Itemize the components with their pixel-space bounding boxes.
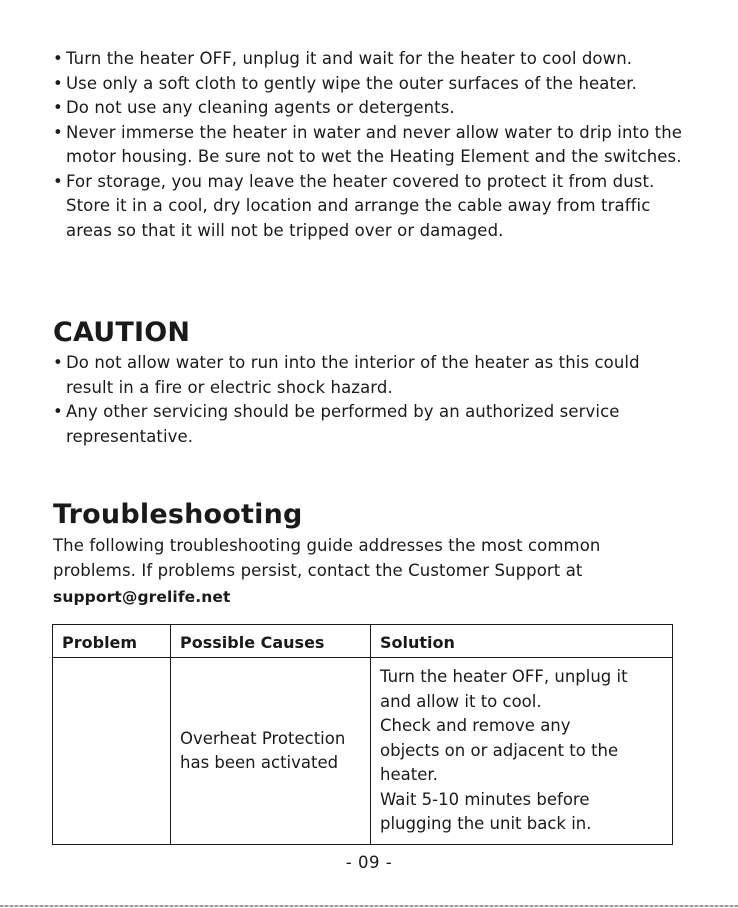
solution-line: and allow it to cool.: [380, 691, 542, 711]
table-row: [53, 658, 673, 845]
caution-bullet-1: • Do not allow water to run into the interior of the heater as this could result in a fire or electric shock hazard.: [53, 351, 673, 400]
caution-list: [53, 351, 673, 449]
care-bullet-2: • Use only a soft cloth to gently wipe the outer surfaces of the heater.: [53, 72, 693, 97]
care-bullet-3: • Do not use any cleaning agents or detergents.: [53, 96, 693, 121]
solution-line: Turn the heater OFF, unplug it: [380, 667, 628, 687]
troubleshooting-intro: [53, 533, 673, 610]
header-possible-causes: Possible Causes: [171, 625, 371, 658]
solution-line: Wait 5-10 minutes before: [380, 789, 590, 809]
page-number: - 09 -: [345, 853, 393, 872]
intro-line-2: problems. If problems persist, contact the Customer Support at: [53, 561, 583, 580]
caution-bullet-2: • Any other servicing should be performed by an authorized service representative.: [53, 400, 673, 449]
header-problem: Problem: [53, 625, 171, 658]
solution-line: objects on or adjacent to the: [380, 740, 619, 760]
cell-solution: [371, 658, 673, 845]
header-solution: Solution: [371, 625, 673, 658]
cell-problem: [53, 658, 171, 845]
support-email-link[interactable]: support@grelife.net: [53, 588, 231, 606]
troubleshooting-table: [52, 624, 673, 845]
solution-line: heater.: [380, 765, 438, 785]
care-bullet-1: • Turn the heater OFF, unplug it and wait for the heater to cool down.: [53, 47, 693, 72]
care-bullet-4: • Never immerse the heater in water and never allow water to drip into the motor housing. Be sure not to wet the Heating Element and the switches.: [53, 121, 693, 170]
intro-line-1: The following troubleshooting guide addresses the most common: [53, 536, 601, 555]
troubleshooting-heading: Troubleshooting: [53, 499, 303, 530]
solution-line: Check and remove any: [380, 716, 571, 736]
caution-heading: CAUTION: [53, 317, 191, 348]
care-instructions-list: [53, 47, 693, 243]
page-bottom-edge: [0, 905, 738, 907]
solution-line: plugging the unit back in.: [380, 814, 592, 834]
cell-possible-causes: Overheat Protection has been activated: [171, 658, 371, 845]
table-header-row: [53, 625, 673, 658]
care-bullet-5: • For storage, you may leave the heater covered to protect it from dust. Store it in a cool, dry location and arrange the cable away from traffic areas so that it will not be tripped over or damaged.: [53, 170, 693, 244]
